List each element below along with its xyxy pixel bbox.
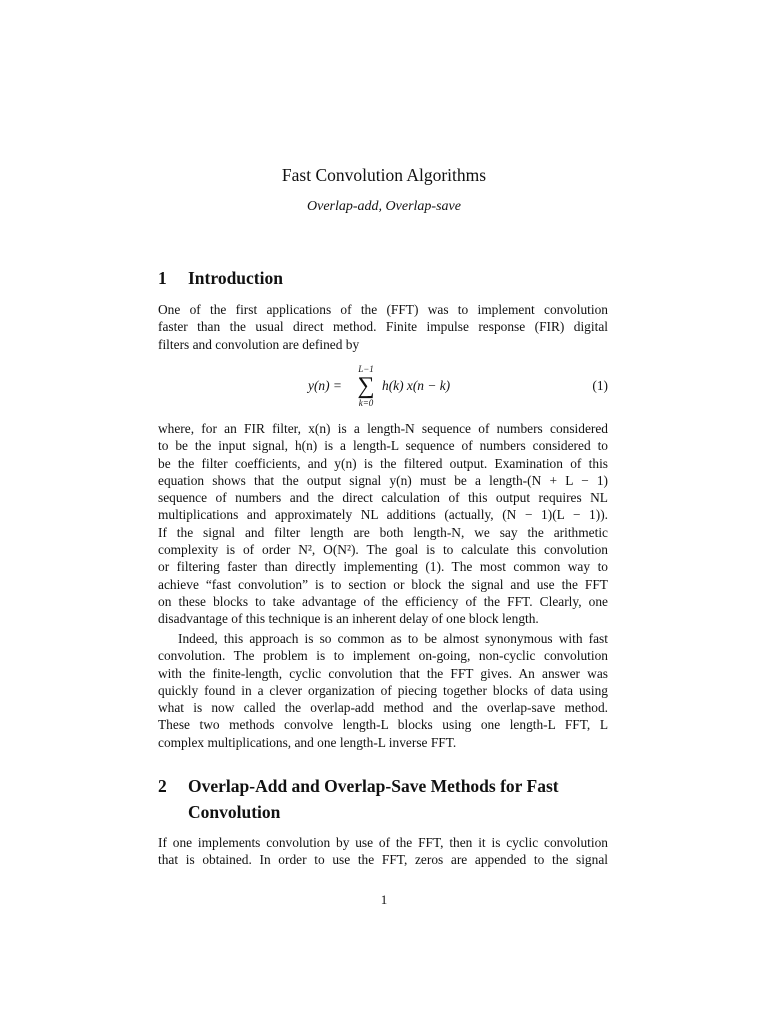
paragraph-intro (158, 301, 608, 353)
text-line: complex multiplications, and one length-L inverse FFT. (158, 734, 457, 750)
text-line: to be the input signal, h(n) is a length-L sequence of numbers considered to (158, 438, 608, 454)
paragraph-cyclic-convolution (158, 834, 608, 869)
paragraph-fir-explanation (158, 420, 608, 628)
text-line: what is now called the overlap-add method and the overlap-save method. (158, 700, 608, 716)
section-number: 2 (158, 776, 167, 796)
section-title: Introduction (188, 268, 283, 288)
equation-1 (158, 364, 608, 414)
section-heading-overlap-methods (158, 773, 618, 825)
paper-subtitle: Overlap-add, Overlap-save (307, 199, 461, 214)
summation-upper-limit: L−1 (358, 364, 374, 374)
equation-lhs: y(n) = (308, 378, 342, 393)
text-line: or filtering faster than directly implementing (1). The most common way to (158, 559, 608, 575)
text-line: be the filter coefficients, and y(n) is the filtered output. Examination of this (158, 455, 608, 471)
text-line: convolution. The problem is to implement on-going, non-cyclic convolution (158, 648, 608, 664)
text-line: disadvantage of this technique is an inherent delay of one block length. (158, 611, 539, 627)
text-line: achieve “fast convolution” is to section or block the signal and use the FFT (158, 576, 608, 592)
text-line: If one implements convolution by use of the FFT, then it is cyclic convolution (158, 835, 608, 850)
paper-title: Fast Convolution Algorithms (281, 165, 487, 185)
summation (354, 364, 378, 408)
text-line: If the signal and filter length are both length-N, we say the arithmetic (158, 524, 608, 540)
text-line: that is obtained. In order to use the FFT, zeros are appended to the signal (158, 852, 608, 868)
text-line: with the finite-length, cyclic convolution that the FFT gives. An answer was (158, 665, 608, 681)
text-line: filters and convolution are defined by (158, 336, 360, 352)
page-number: 1 (380, 892, 388, 907)
text-line: complexity is of order N², O(N²). The goal is to calculate this convolution (158, 542, 608, 558)
section-number: 1 (158, 268, 167, 288)
text-line: One of the first applications of the (FFT) was to implement convolution (158, 302, 608, 317)
text-line: faster than the usual direct method. Finite impulse response (FIR) digital (158, 319, 608, 335)
section-heading-introduction (158, 265, 618, 291)
section-title: Overlap-Add and Overlap-Save Methods for Fast Convolution (188, 776, 559, 822)
text-line: quickly found in a clever organization of piecing together blocks of data using (158, 682, 608, 698)
text-line: multiplications and approximately NL additions (actually, (N − 1)(L − 1)). (158, 507, 608, 523)
text-line: Indeed, this approach is so common as to be almost synonymous with fast (178, 631, 608, 646)
text-line: equation shows that the output signal y(n) must be a length-(N + L − 1) (158, 472, 608, 488)
summation-lower-limit: k=0 (358, 398, 374, 408)
text-line: on these blocks to take advantage of the efficiency of the FFT. Clearly, one (158, 593, 608, 609)
text-line: sequence of numbers and the direct calculation of this output requires NL (158, 490, 608, 506)
paragraph-overlap-methods (158, 630, 608, 751)
text-line: where, for an FIR filter, x(n) is a length-N sequence of numbers considered (158, 421, 608, 436)
sigma-symbol: ∑ (357, 373, 375, 399)
equation-rhs: h(k) x(n − k) (382, 378, 451, 393)
text-line: These two methods convolve length-L blocks using one length-L FFT, L (158, 717, 608, 733)
equation-number: (1) (592, 378, 608, 393)
equation-body (308, 364, 468, 414)
